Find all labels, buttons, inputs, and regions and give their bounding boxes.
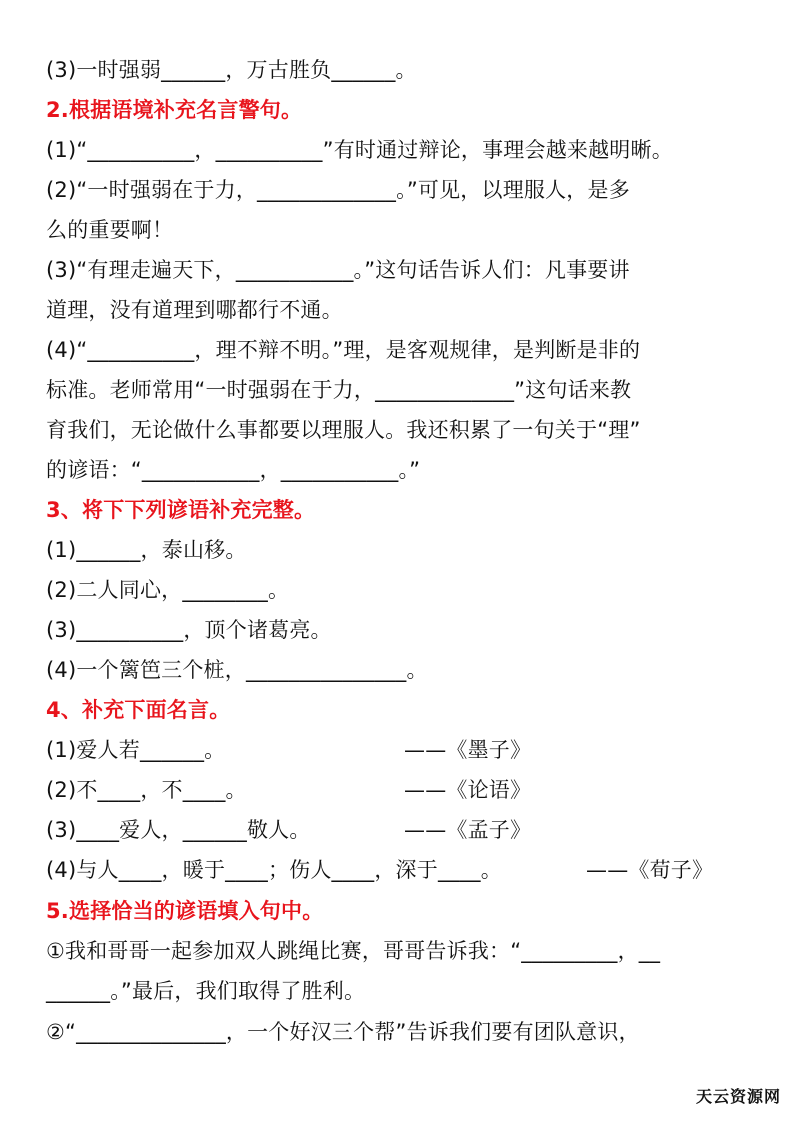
s2-item-2-cont: 么的重要啊！	[46, 218, 174, 242]
s2-item-2: (2)“一时强弱在于力，_____________。”可见，以理服人，是多	[46, 178, 630, 202]
section-4-heading: 4、补充下面名言。	[46, 698, 231, 722]
s3-item-3: (3)__________，顶个诸葛亮。	[46, 618, 332, 642]
s3-item-4: (4)一个篱笆三个桩，_______________。	[46, 658, 428, 682]
s5-item-1-cont: ______。”最后，我们取得了胜利。	[46, 979, 366, 1003]
s2-item-4-cont1: 标准。老师常用“一时强弱在于力，_____________”这句话来教	[46, 378, 632, 402]
s4-item-2-text: (2)不____，不____。	[46, 778, 247, 802]
s4-item-1-text: (1)爱人若______。	[46, 738, 226, 762]
s2-item-4-cont3: 的谚语：“___________，___________。”	[46, 458, 421, 482]
s4-item-3	[46, 816, 763, 844]
s2-item-4-cont2: 育我们，无论做什么事都要以理服人。我还积累了一句关于“理”	[46, 418, 641, 442]
section-2-heading: 2.根据语境补充名言警句。	[46, 98, 303, 122]
s4-item-1	[46, 736, 763, 764]
source-xunzi: ——《荀子》	[586, 858, 714, 882]
source-mengzi: ——《孟子》	[404, 818, 532, 842]
source-mozi: ——《墨子》	[404, 738, 532, 762]
s5-item-2: ②“______________，一个好汉三个帮”告诉我们要有团队意识，	[46, 1020, 640, 1044]
s2-item-3-cont: 道理，没有道理到哪都行不通。	[46, 298, 343, 322]
q1-item-3: (3)一时强弱______，万古胜负______。	[46, 58, 417, 82]
s2-item-1: (1)“__________，__________”有时通过辩论，事理会越来越明晰。	[46, 138, 673, 162]
s4-item-2	[46, 776, 763, 804]
section-5-heading: 5.选择恰当的谚语填入句中。	[46, 899, 324, 923]
s4-item-4-text: (4)与人____，暖于____；伤人____，深于____。	[46, 858, 502, 882]
s2-item-4: (4)“__________，理不辩不明。”理，是客观规律，是判断是非的	[46, 338, 641, 362]
s4-item-3-text: (3)____爱人，______敬人。	[46, 818, 311, 842]
s2-item-3: (3)“有理走遍天下，___________。”这句话告诉人们：凡事要讲	[46, 258, 630, 282]
s3-item-1: (1)______，泰山移。	[46, 538, 247, 562]
footer-watermark: 天云资源网	[695, 1087, 781, 1106]
s4-item-4	[46, 856, 763, 884]
s5-item-1: ①我和哥哥一起参加双人跳绳比赛，哥哥告诉我：“_________，__	[46, 939, 661, 963]
section-3-heading: 3、将下下列谚语补充完整。	[46, 498, 316, 522]
source-lunyu: ——《论语》	[404, 778, 532, 802]
s3-item-2: (2)二人同心，________。	[46, 578, 290, 602]
